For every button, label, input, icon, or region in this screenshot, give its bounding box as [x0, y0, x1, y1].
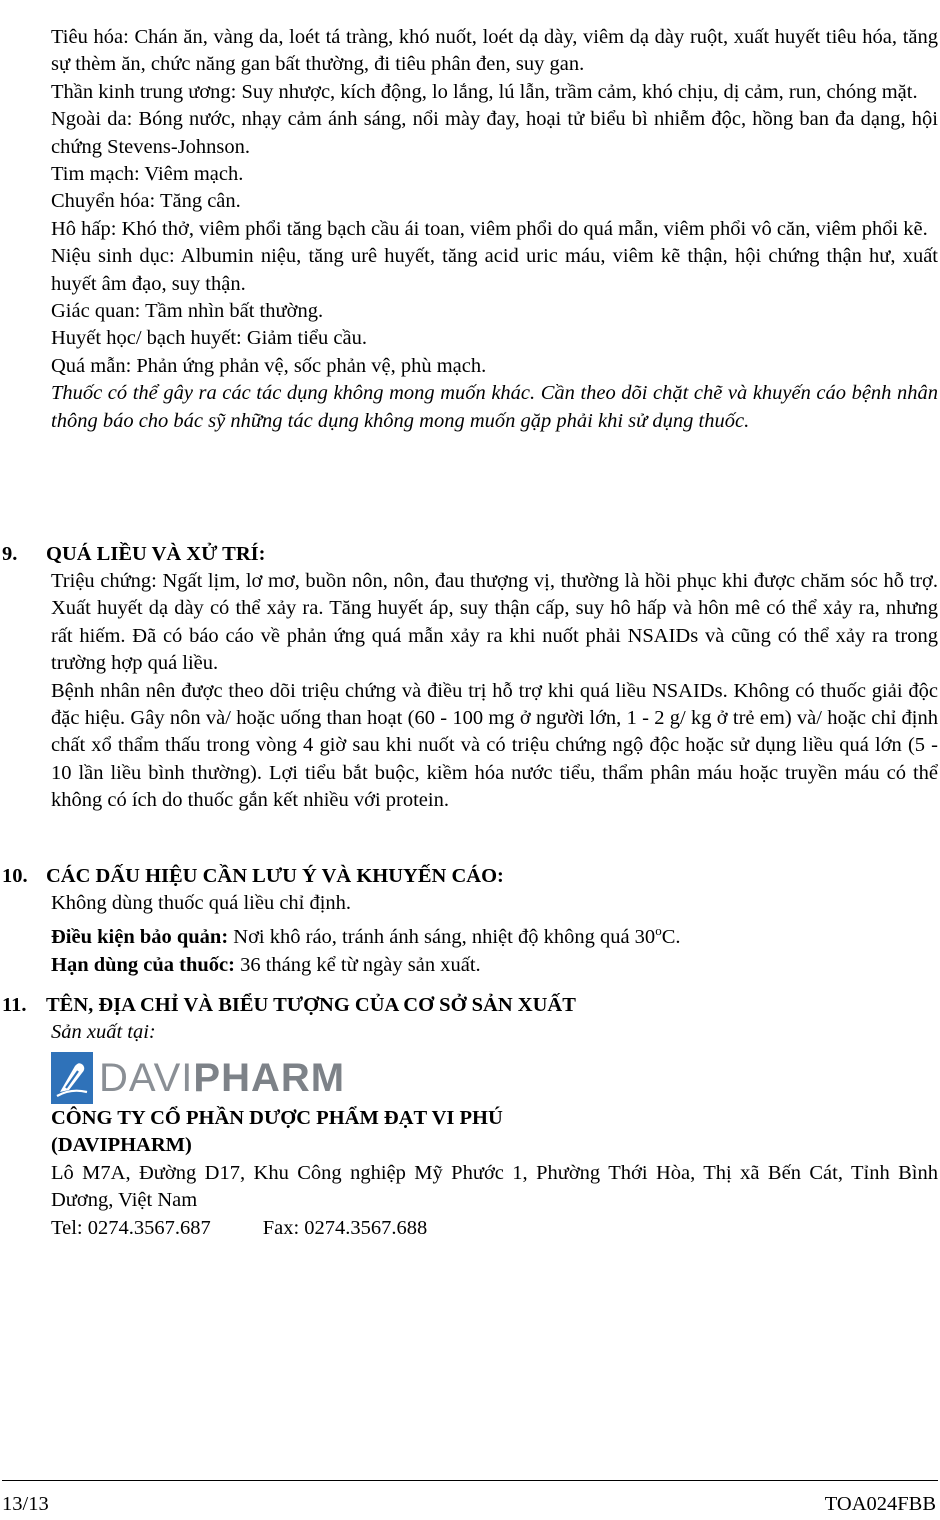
davipharm-logo	[51, 1052, 371, 1104]
overdose-symptoms-paragraph: Triệu chứng: Ngất lịm, lơ mơ, buồn nôn, nôn, đau thượng vị, thường là hồi phục khi được chăm sóc hỗ trợ. Xuất huyết dạ dày có thể xảy ra. Tăng huyết áp, suy thận cấp, suy hô hấp và hôn mê có thể xảy ra, nhưng rất hiếm. Đã có báo cáo về phản ứng quá mẫn xảy ra khi nuốt phải NSAIDs và cũng có thể xảy ra trong trường hợp quá liều.	[51, 570, 938, 675]
adverse-effect-hypersensitivity: Quá mẫn: Phản ứng phản vệ, sốc phản vệ, phù mạch.	[51, 354, 487, 377]
dosage-warning: Không dùng thuốc quá liều chỉ định.	[51, 892, 352, 914]
document-code: TOA024FBB	[824, 1493, 936, 1515]
section-11-number: 11.	[2, 994, 27, 1016]
adverse-effect-cardio: Tim mạch: Viêm mạch.	[51, 163, 244, 186]
company-fax: Fax: 0274.3567.688	[262, 1216, 428, 1239]
section-10-title: CÁC DẤU HIỆU CẦN LƯU Ý VÀ KHUYẾN CÁO:	[46, 865, 504, 887]
degree-sup: o	[655, 923, 662, 939]
logo-text-pharm: PHARM	[193, 1056, 346, 1100]
storage-label: Điều kiện bảo quản:	[51, 926, 229, 949]
company-name: CÔNG TY CỔ PHẦN DƯỢC PHẨM ĐẠT VI PHÚ	[51, 1107, 503, 1129]
company-short-name: (DAVIPHARM)	[51, 1134, 192, 1157]
section-9-number: 9.	[2, 543, 18, 565]
company-address: Lô M7A, Đường D17, Khu Công nghiệp Mỹ Phước 1, Phường Thới Hòa, Thị xã Bến Cát, Tỉnh Bình Dương, Việt Nam	[51, 1161, 938, 1212]
adverse-effect-skin: Ngoài da: Bóng nước, nhạy cảm ánh sáng, nổi mày đay, hoại tử biểu bì nhiễm độc, hồng ban đa dạng, hội chứng Stevens-Johnson.	[51, 108, 938, 158]
company-tel: Tel: 0274.3567.687	[51, 1216, 211, 1239]
made-at-label: Sản xuất tại:	[51, 1021, 156, 1043]
shelf-life	[51, 952, 938, 979]
logo-text-davi: DAVI	[99, 1056, 194, 1100]
adverse-effect-digestive: Tiêu hóa: Chán ăn, vàng da, loét tá tràng, khó nuốt, loét dạ dày, viêm dạ dày ruột, xuất huyết tiêu hóa, tăng sự thèm ăn, chức năng gan bất thường, đi tiêu phân đen, suy gan.	[51, 26, 938, 76]
storage-text: Nơi khô ráo, tránh ánh sáng, nhiệt độ không quá 30	[233, 926, 656, 949]
page-number: 13/13	[2, 1493, 49, 1515]
section-11-title: TÊN, ĐỊA CHỈ VÀ BIỂU TƯỢNG CỦA CƠ SỞ SẢN XUẤT	[46, 994, 576, 1016]
footer-divider	[2, 1480, 938, 1481]
overdose-treatment-paragraph: Bệnh nhân nên được theo dõi triệu chứng và điều trị hỗ trợ khi quá liều NSAIDs. Không có thuốc giải độc đặc hiệu. Gây nôn và/ hoặc uống than hoạt (60 - 100 mg ở người lớn, 1 - 2 g/ kg ở trẻ em) và/ hoặc chỉ định chất xổ thẩm thấu trong vòng 4 giờ sau khi nuốt và có triệu chứng ngộ độc hoặc sử dụng liều quá lớn (5 - 10 lần liều bình thường). Lợi tiểu bắt buộc, kiềm hóa nước tiểu, thẩm phân máu hoặc truyền máu có thể không có ích do thuốc gắn kết nhiều với protein.	[51, 679, 938, 812]
adverse-effect-cns: Thần kinh trung ương: Suy nhược, kích động, lo lắng, lú lẫn, trầm cảm, khó chịu, dị cảm, run, chóng mặt.	[51, 80, 918, 103]
adverse-effects-list	[51, 24, 938, 435]
storage-unit: C.	[661, 926, 681, 949]
section-9-title: QUÁ LIỀU VÀ XỬ TRÍ:	[46, 543, 266, 565]
adverse-effects-note: Thuốc có thể gây ra các tác dụng không mong muốn khác. Cần theo dõi chặt chẽ và khuyến cáo bệnh nhân thông báo cho bác sỹ những tác dụng không mong muốn gặp phải khi sử dụng thuốc.	[51, 382, 938, 432]
section-10-number: 10.	[2, 865, 28, 887]
section-10-heading	[2, 863, 932, 890]
shelf-life-text: 36 tháng kể từ ngày sản xuất.	[240, 953, 481, 976]
section-9-heading	[2, 541, 932, 568]
section-9-body	[51, 568, 938, 815]
storage-conditions	[51, 917, 938, 951]
company-contacts	[51, 1215, 938, 1242]
adverse-effect-hematologic: Huyết học/ bạch huyết: Giảm tiểu cầu.	[51, 327, 367, 350]
manufacturer-info	[51, 1105, 938, 1242]
adverse-effect-metabolic: Chuyển hóa: Tăng cân.	[51, 190, 241, 213]
adverse-effect-urogenital: Niệu sinh dục: Albumin niệu, tăng urê huyết, tăng acid uric máu, viêm kẽ thận, hội chứng thận hư, xuất huyết âm đạo, suy thận.	[51, 245, 938, 295]
adverse-effect-respiratory: Hô hấp: Khó thở, viêm phổi tăng bạch cầu ái toan, viêm phổi do quá mẫn, viêm phổi vô căn, viêm phổi kẽ.	[51, 217, 928, 240]
davipharm-logo-text	[99, 1056, 345, 1100]
davipharm-logo-icon	[51, 1052, 93, 1104]
section-10-body	[51, 890, 938, 979]
section-11-heading	[2, 992, 932, 1019]
shelf-life-label: Hạn dùng của thuốc:	[51, 953, 235, 976]
adverse-effect-senses: Giác quan: Tầm nhìn bất thường.	[51, 300, 324, 323]
